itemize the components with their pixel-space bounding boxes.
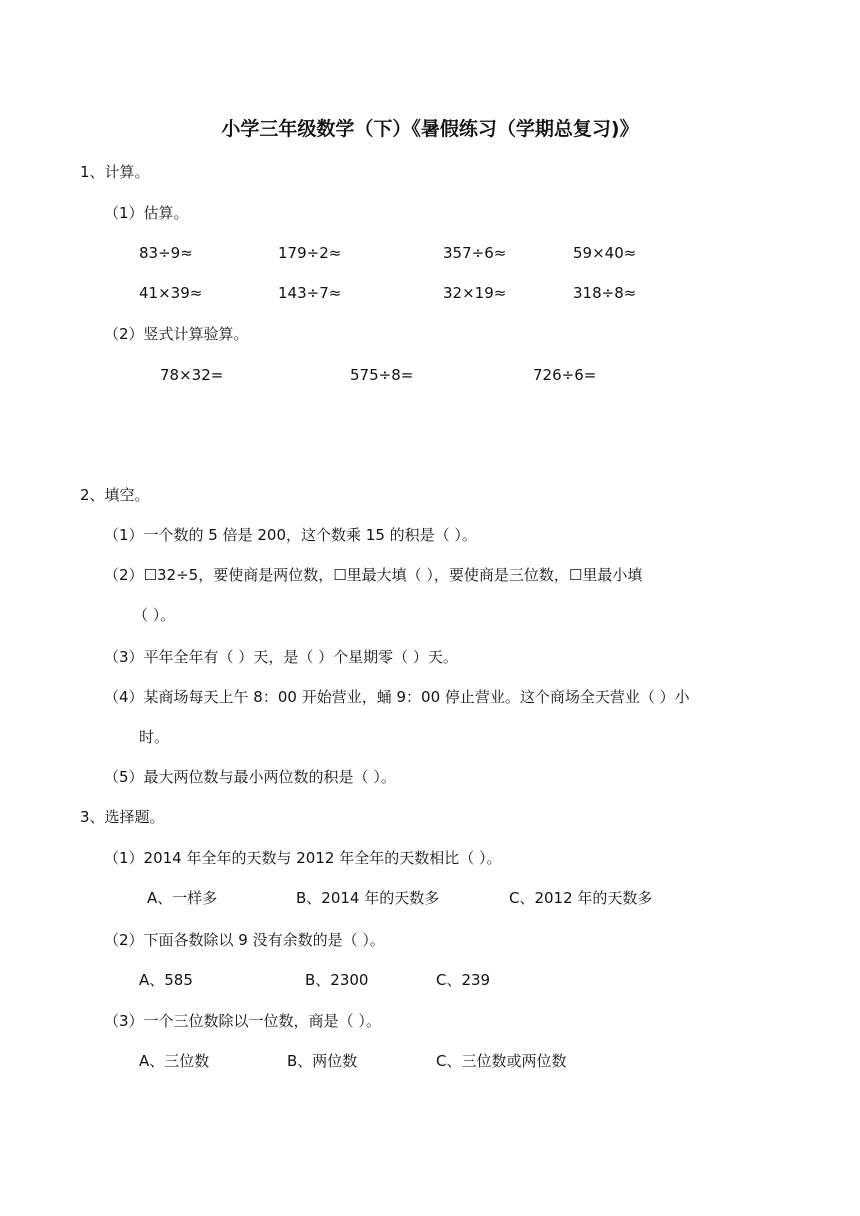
estimate-item: 357÷6≈ <box>443 244 507 262</box>
section-3-heading: 3、选择题。 <box>80 808 165 826</box>
fill-question-4: （4）某商场每天上午 8：00 开始营业，蛹 9：00 停止营业。这个商场全天营业（ ）小 <box>104 688 690 706</box>
estimate-item: 179÷2≈ <box>278 244 342 262</box>
choice-question-3: （3）一个三位数除以一位数，商是（ ）。 <box>104 1012 381 1030</box>
fill-question-3: （3）平年全年有（ ）天，是（ ）个星期零（ ）天。 <box>104 648 458 666</box>
choice-option: B、2014 年的天数多 <box>296 889 440 907</box>
choice-option: A、一样多 <box>147 889 218 907</box>
vertical-calc-item: 78×32= <box>160 366 224 384</box>
section-2-heading: 2、填空。 <box>80 486 150 504</box>
fill-question-4-cont: 时。 <box>139 728 170 746</box>
choice-option: B、两位数 <box>287 1052 358 1070</box>
fill-question-2: （2）☐32÷5，要使商是两位数，☐里最大填（ ），要使商是三位数，☐里最小填 <box>104 566 643 584</box>
estimate-item: 41×39≈ <box>139 284 203 302</box>
estimate-item: 143÷7≈ <box>278 284 342 302</box>
choice-option: A、585 <box>139 971 193 989</box>
fill-question-5: （5）最大两位数与最小两位数的积是（ ）。 <box>104 768 396 786</box>
fill-question-1: （1）一个数的 5 倍是 200，这个数乘 15 的积是（ ）。 <box>104 526 477 544</box>
fill-question-2-cont: （ ）。 <box>133 606 176 624</box>
vertical-calc-item: 575÷8= <box>350 366 414 384</box>
choice-option: A、三位数 <box>139 1052 210 1070</box>
estimate-item: 59×40≈ <box>573 244 637 262</box>
vertical-calc-item: 726÷6= <box>533 366 597 384</box>
vertical-calc-label: （2）竖式计算验算。 <box>104 325 249 343</box>
estimate-item: 318÷8≈ <box>573 284 637 302</box>
estimate-item: 32×19≈ <box>443 284 507 302</box>
choice-option: B、2300 <box>305 971 369 989</box>
choice-question-2: （2）下面各数除以 9 没有余数的是（ ）。 <box>104 931 385 949</box>
estimate-item: 83÷9≈ <box>139 244 193 262</box>
choice-option: C、三位数或两位数 <box>436 1052 567 1070</box>
choice-option: C、2012 年的天数多 <box>509 889 653 907</box>
estimate-label: （1）估算。 <box>104 204 189 222</box>
choice-option: C、239 <box>436 971 491 989</box>
section-1-heading: 1、计算。 <box>80 163 150 181</box>
choice-question-1: （1）2014 年全年的天数与 2012 年全年的天数相比（ ）。 <box>104 849 502 867</box>
page-title: 小学三年级数学（下）《暑假练习（学期总复习)》 <box>221 118 639 140</box>
